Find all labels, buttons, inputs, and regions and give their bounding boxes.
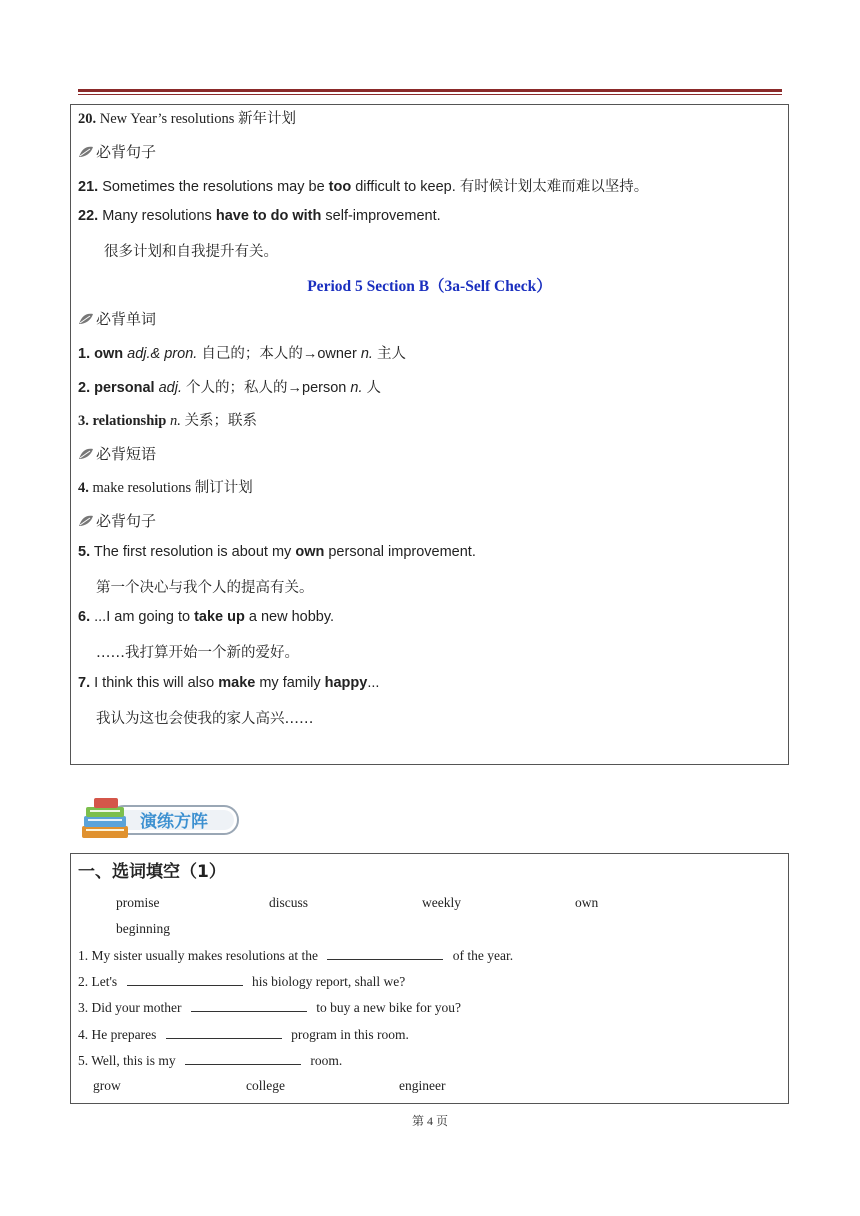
- sentence-6-translation: ……我打算开始一个新的爱好。: [96, 645, 299, 661]
- header-rule-thin: [78, 94, 782, 95]
- sentence-5: 5. The first resolution is about my own personal improvement.: [78, 544, 476, 560]
- section-header-words: 必背单词: [78, 308, 156, 329]
- logo-text: 演练方阵: [140, 812, 208, 832]
- word-3: 3. relationship n. 关系；联系: [78, 413, 257, 429]
- phrase-4: 4. make resolutions 制订计划: [78, 480, 253, 496]
- item-20: 20. New Year’s resolutions 新年计划: [78, 111, 297, 127]
- item-22-translation: 很多计划和自我提升有关。: [104, 244, 278, 260]
- word-bank-item: beginning: [116, 921, 170, 936]
- section-header-phrases: 必背短语: [78, 443, 156, 464]
- sentence-7-translation: 我认为这也会使我的家人高兴……: [96, 711, 314, 727]
- question-3: 3. Did your mother to buy a new bike for you?: [78, 1000, 461, 1015]
- question-2: 2. Let's his biology report, shall we?: [78, 974, 406, 989]
- leaf-icon: [78, 145, 94, 159]
- header-rule: [78, 89, 782, 92]
- question-4: 4. He prepares program in this room.: [78, 1027, 409, 1042]
- word-bank-item: grow: [93, 1078, 121, 1093]
- answer-blank[interactable]: [191, 999, 307, 1012]
- practice-logo: [80, 796, 242, 842]
- exercise-title: 一、选词填空（1）: [78, 862, 226, 882]
- sentence-7: 7. I think this will also make my family happy...: [78, 675, 380, 691]
- section-header-sentences-2: 必背句子: [78, 510, 156, 531]
- answer-blank[interactable]: [166, 1026, 282, 1039]
- section-header-sentences: 必背句子: [78, 141, 156, 162]
- answer-blank[interactable]: [127, 973, 243, 986]
- word-bank-item: discuss: [269, 895, 309, 910]
- sentence-5-translation: 第一个决心与我个人的提高有关。: [96, 580, 314, 596]
- answer-blank[interactable]: [185, 1052, 301, 1065]
- item-21: 21. Sometimes the resolutions may be too difficult to keep. 有时候计划太难而难以坚持。: [78, 179, 649, 195]
- leaf-icon: [78, 447, 94, 461]
- question-1: 1. My sister usually makes resolutions at the of the year.: [78, 948, 514, 963]
- page-number: 第 4 页: [411, 1114, 448, 1128]
- word-bank-item: weekly: [422, 895, 461, 910]
- vocab-box: [70, 104, 789, 765]
- word-bank-item: engineer: [399, 1078, 446, 1093]
- item-22: 22. Many resolutions have to do with self-improvement.: [78, 208, 441, 224]
- question-5: 5. Well, this is my room.: [78, 1053, 343, 1068]
- answer-blank[interactable]: [327, 947, 443, 960]
- word-2: 2. personal adj. 个人的；私人的→person n. 人: [78, 380, 382, 396]
- period-title: Period 5 Section B（3a-Self Check）: [307, 278, 552, 295]
- leaf-icon: [78, 514, 94, 528]
- word-1: 1. own adj.& pron. 自己的；本人的→owner n. 主人: [78, 346, 406, 362]
- word-bank-item: own: [575, 895, 599, 910]
- word-bank-item: college: [246, 1078, 285, 1093]
- sentence-6: 6. ...I am going to take up a new hobby.: [78, 609, 335, 625]
- leaf-icon: [78, 312, 94, 326]
- word-bank-item: promise: [116, 895, 160, 910]
